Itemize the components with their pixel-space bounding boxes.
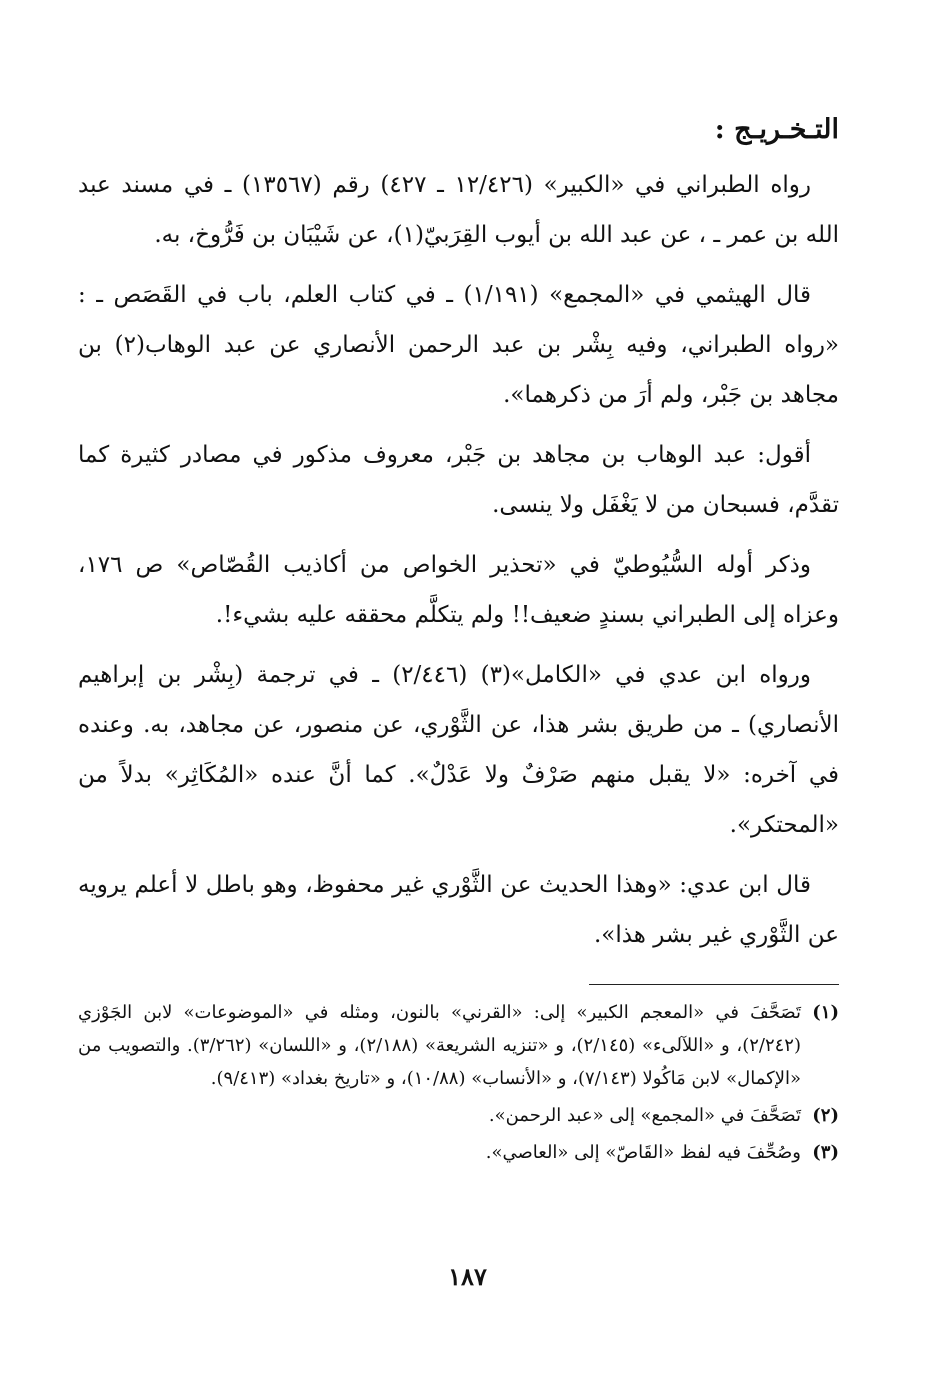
paragraph-4: وذكر أوله السُّيُوطيّ في «تحذير الخواص من أكاذيب القُصّاص» ص ١٧٦، وعزاه إلى الطبراني بسندٍ ضعيف!! ولم يتكلَّم محققه عليه بشيء!. [78,552,839,628]
footnote-number: (١) [812,1002,839,1023]
paragraph-1: رواه الطبراني في «الكبير» (١٢/٤٢٦ ـ ٤٢٧) رقم (١٣٥٦٧) ـ في مسند عبد الله بن عمر ـ ، عن عبد الله بن أيوب القِرَبيّ(١)، عن شَيْبَان بن فَرُّوخ، به. [78,172,839,248]
footnote-text: تَصَحَّفَ في «المجمع» إلى «عبد الرحمن». [488,1105,801,1126]
footnote-number: (٢) [812,1105,839,1126]
footnote-text: وصُحِّفَ فيه لفظ «القَاصّ» إلى «العاصي». [485,1142,801,1163]
main-text [78,112,839,970]
paragraph-3: أقول: عبد الوهاب بن مجاهد بن جَبْر، معروف مذكور في مصادر كثيرة كما تقدَّم، فسبحان من لا يَغْفَل ولا ينسى. [78,442,839,518]
paragraph-5: ورواه ابن عدي في «الكامل»(٣) (٢/٤٤٦) ـ في ترجمة (بِشْر بن إبراهيم الأنصاري) ـ من طريق بشر هذا، عن الثَّوْري، عن منصور، عن مجاهد، به. وعنده في آخره: «لا يقبل منهم صَرْفٌ ولا عَدْلٌ». كما أنَّ عنده «المُكَاثِر» بدلاً من «المحتكر». [78,662,839,838]
footnotes [78,996,839,1173]
footnote-1 [78,996,839,1095]
paragraph-2: قال الهيثمي في «المجمع» (١/١٩١) ـ في كتاب العلم، باب في القَصَص ـ : «رواه الطبراني، وفيه بِشْر بن عبد الرحمن الأنصاري عن عبد الوهاب(٢) بن مجاهد بن جَبْر، ولم أرَ من ذكرهما». [78,282,840,408]
footnote-text: تَصَحَّفَ في «المعجم الكبير» إلى: «القرني» بالنون، ومثله في «الموضوعات» لابن الجَوْزي (٢/٢٤٢)، و «اللآلىء» (٢/١٤٥)، و «تنزيه الشريعة» (٢/١٨٨)، و «اللسان» (٣/٢٦٢). والتصويب من «الإكمال» لابن مَاكُولا (٧/١٤٣)، و «الأنساب» (١٠/٨٨)، و «تاريخ بغداد» (٩/٤١٣). [78,1002,802,1089]
section-heading: التـخـريـج : [714,114,839,145]
page-number: ١٨٧ [448,1262,487,1291]
footnote-2 [78,1099,839,1132]
footnote-number: (٣) [812,1142,839,1163]
footnote-separator [589,984,839,985]
paragraph-6: قال ابن عدي: «وهذا الحديث عن الثَّوْري غير محفوظ، وهو باطل لا أعلم يرويه عن الثَّوْري غير بشر هذا». [78,872,839,948]
footnote-3 [78,1136,839,1169]
